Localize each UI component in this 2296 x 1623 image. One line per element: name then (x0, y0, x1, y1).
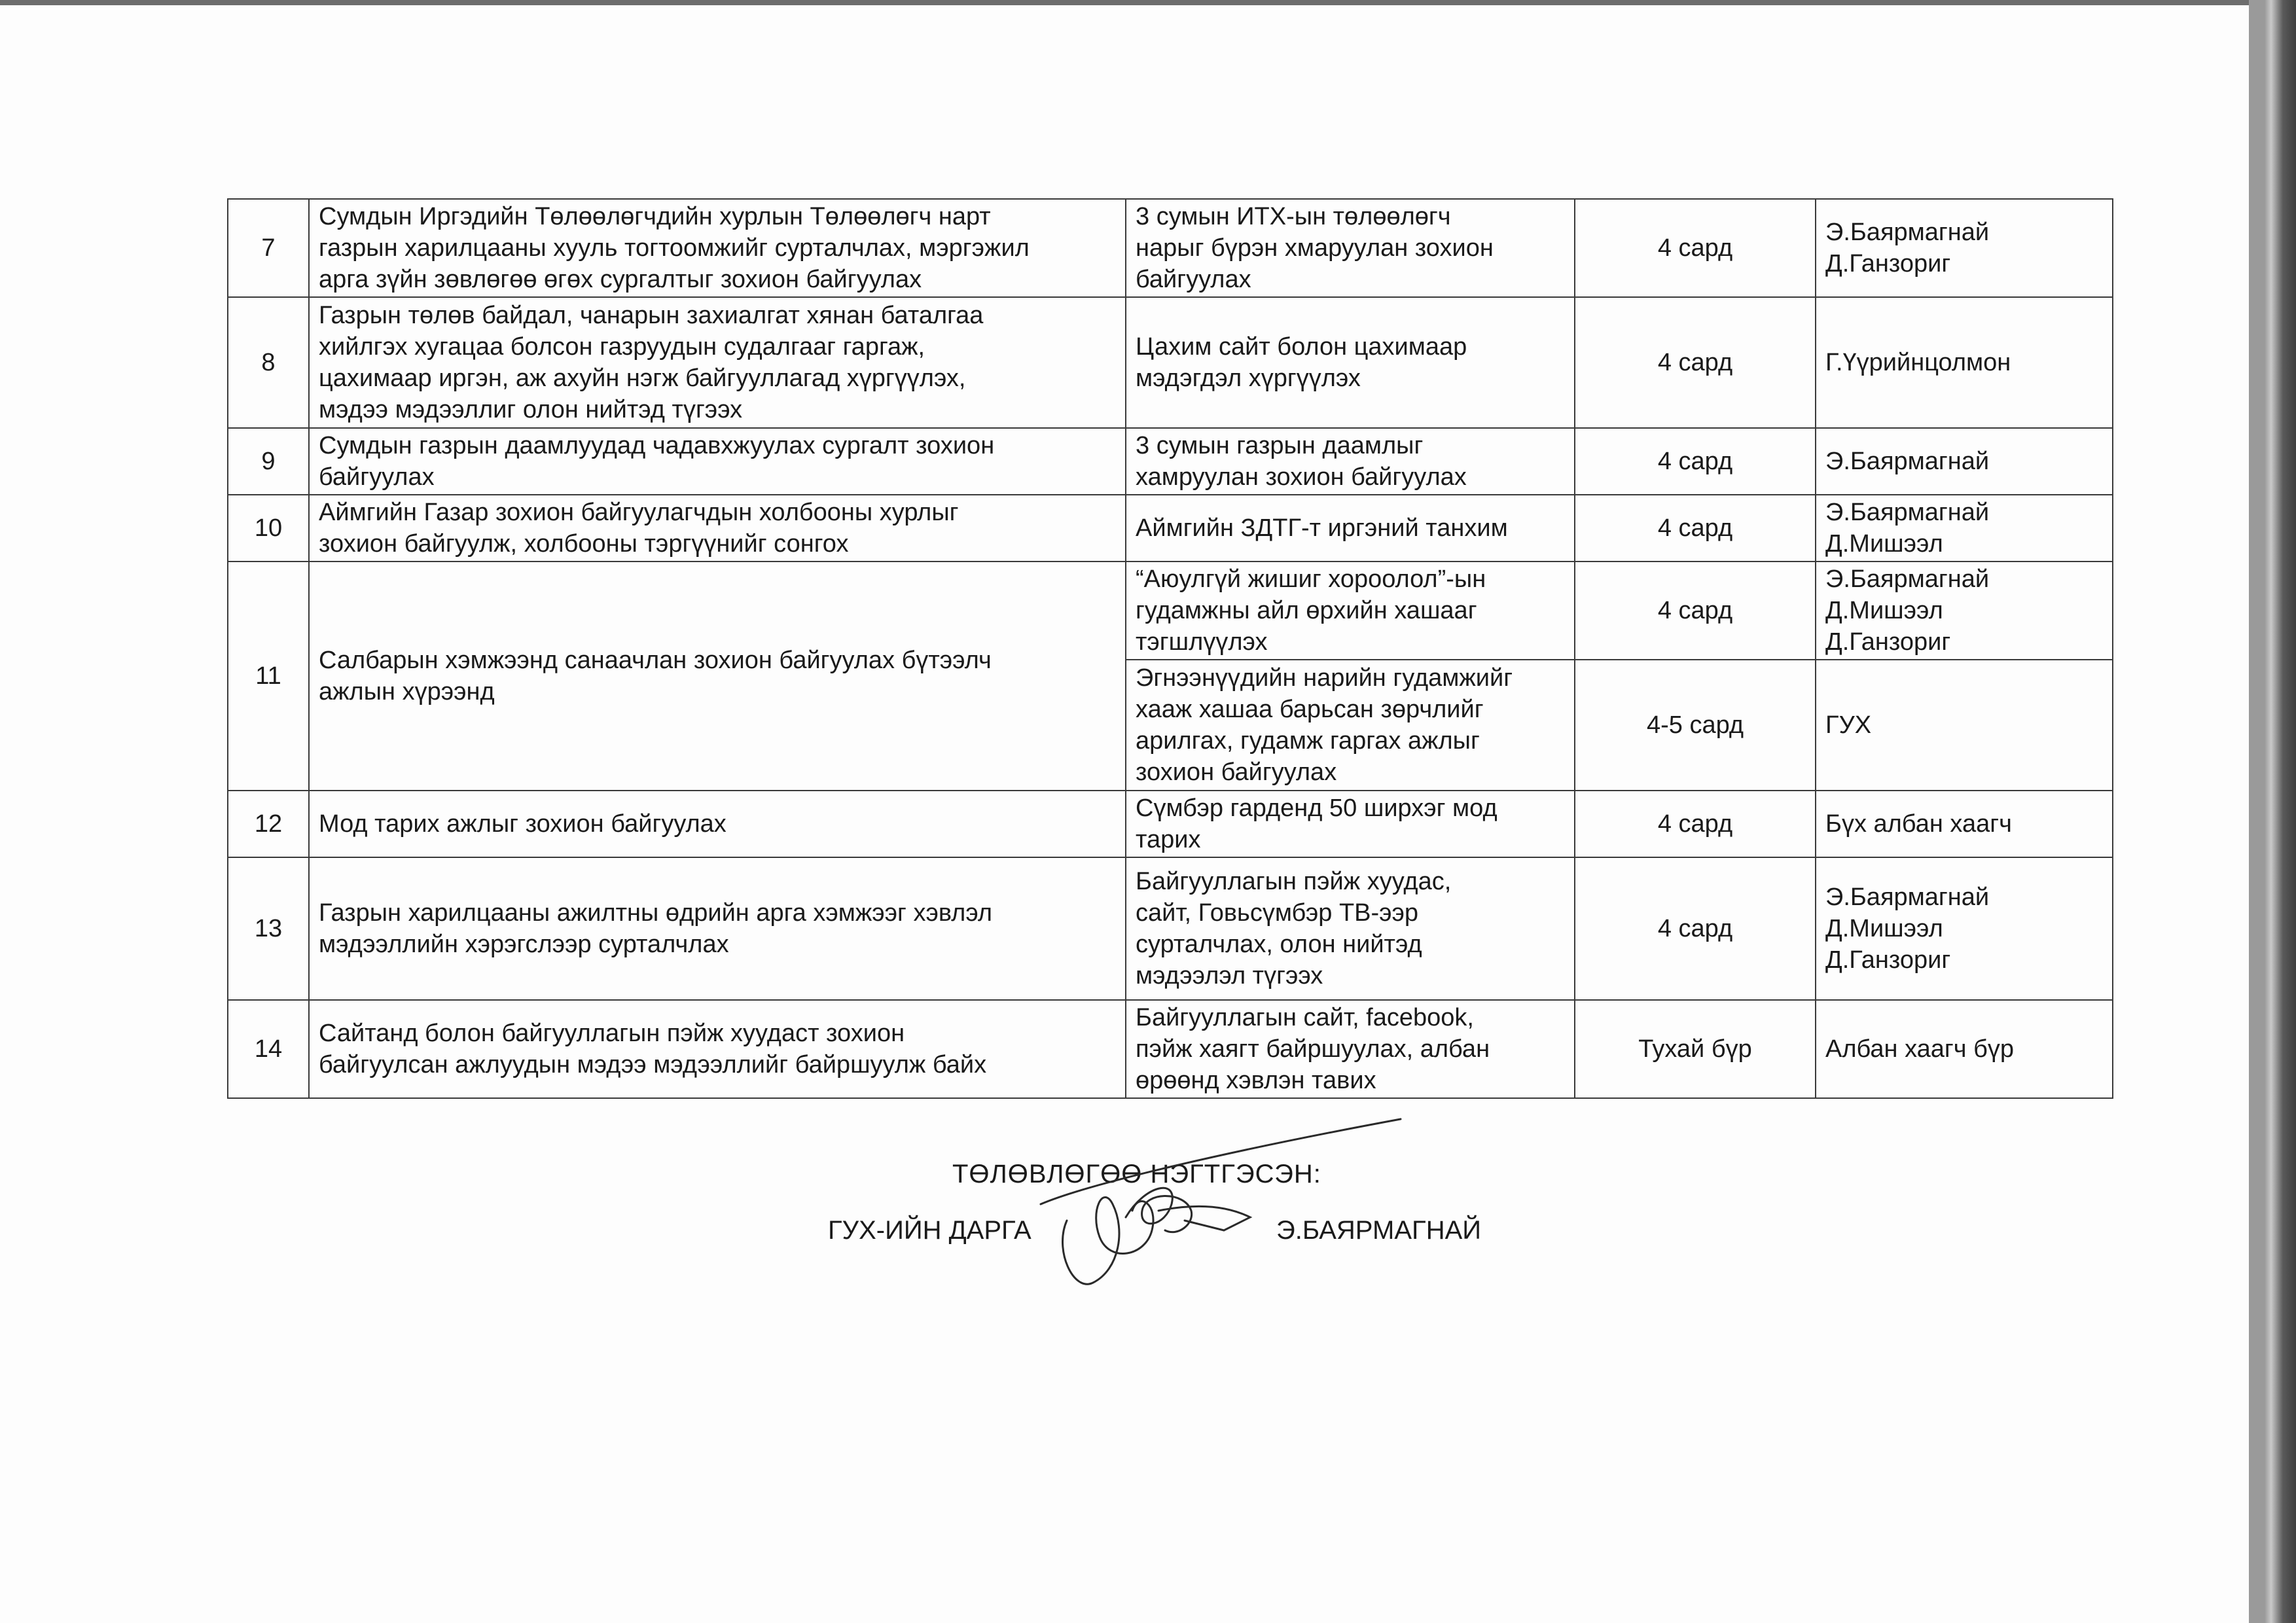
result-cell (1126, 428, 1575, 495)
timeframe-cell: 4 сард (1575, 428, 1816, 495)
cell-text-line: Аймгийн Газар зохион байгуулагчдын холбооны хурлыг (319, 499, 959, 526)
timeframe-cell: 4 сард (1575, 297, 1816, 428)
cell-text-line: Д.Ганзориг (1825, 946, 1951, 974)
table-row (228, 791, 2113, 857)
row-number: 9 (228, 428, 309, 495)
cell-text-line: Байгууллагын сайт, facebook, (1136, 1004, 1474, 1031)
plan-table-body (228, 199, 2113, 1098)
responsible-cell (1816, 562, 2113, 660)
cell-text-line: арга зүйн зөвлөгөө өгөх сургалтыг зохион байгуулах (319, 266, 922, 293)
cell-text-line: пэйж хаягт байршуулах, албан (1136, 1035, 1490, 1063)
cell-text-line: Д.Мишээл (1825, 597, 1943, 624)
cell-text-line: Э.Баярмагнай (1825, 499, 1990, 526)
cell-text-line: Аймгийн ЗДТГ-т иргэний танхим (1136, 514, 1508, 542)
cell-text-line: Газрын харилцааны ажилтны өдрийн арга хэмжээг хэвлэл (319, 899, 993, 927)
cell-text-line: Д.Ганзориг (1825, 628, 1951, 656)
table-row (228, 199, 2113, 297)
table-row (228, 857, 2113, 1000)
result-cell (1126, 562, 1575, 660)
cell-text-line: 3 сумын ИТХ-ын төлөөлөгч (1136, 203, 1451, 230)
responsible-cell (1816, 428, 2113, 495)
result-cell (1126, 297, 1575, 428)
row-number: 14 (228, 1000, 309, 1098)
cell-text-line: Салбарын хэмжээнд санаачлан зохион байгуулах бүтээлч (319, 647, 992, 674)
cell-text-line: тэгшлүүлэх (1136, 628, 1268, 656)
responsible-cell (1816, 199, 2113, 297)
cell-text-line: мэдээлэл түгээх (1136, 962, 1323, 990)
cell-text-line: ГУХ (1825, 711, 1872, 739)
timeframe-cell: 4 сард (1575, 562, 1816, 660)
cell-text-line: мэдэгдэл хүргүүлэх (1136, 365, 1361, 392)
cell-text-line: тарих (1136, 826, 1201, 853)
result-cell (1126, 791, 1575, 857)
row-number: 12 (228, 791, 309, 857)
cell-text-line: Д.Мишээл (1825, 915, 1943, 942)
timeframe-cell: 4 сард (1575, 199, 1816, 297)
cell-text-line: Албан хаагч бүр (1825, 1035, 2015, 1063)
cell-text-line: газрын харилцааны хууль тогтоомжийг сурталчлах, мэргэжил (319, 234, 1030, 262)
timeframe-cell: 4 сард (1575, 857, 1816, 1000)
row-number: 8 (228, 297, 309, 428)
table-row (228, 428, 2113, 495)
cell-text-line: ажлын хүрээнд (319, 678, 495, 705)
row-number: 7 (228, 199, 309, 297)
approval-heading: ТӨЛӨВЛӨГӨӨ НЭГТГЭСЭН: (952, 1160, 1321, 1188)
responsible-cell (1816, 1000, 2113, 1098)
cell-text-line: Эгнээнүүдийн нарийн гудамжийг (1136, 664, 1513, 692)
cell-text-line: Д.Мишээл (1825, 530, 1943, 558)
cell-text-line: Сумдын Иргэдийн Төлөөлөгчдийн хурлын Төлөөлөгч нарт (319, 203, 991, 230)
scan-edge-top (0, 0, 2296, 5)
cell-text-line: цахимаар иргэн, аж ахуйн нэгж байгууллагад хүргүүлэх, (319, 365, 966, 392)
cell-text-line: арилгах, гудамж гаргах ажлыг (1136, 727, 1480, 755)
result-cell (1126, 495, 1575, 562)
cell-text-line: Сүмбэр гарденд 50 ширхэг мод (1136, 794, 1498, 822)
table-row (228, 297, 2113, 428)
cell-text-line: байгуулах (319, 463, 435, 491)
cell-text-line: Газрын төлөв байдал, чанарын захиалгат хянан баталгаа (319, 302, 984, 329)
responsible-cell (1816, 297, 2113, 428)
cell-text-line: сайт, Говьсүмбэр ТВ-ээр (1136, 899, 1419, 927)
responsible-cell (1816, 495, 2113, 562)
timeframe-cell: 4 сард (1575, 791, 1816, 857)
cell-text-line: Э.Баярмагнай (1825, 565, 1990, 593)
cell-text-line: байгуулсан ажлуудын мэдээ мэдээллийг байршуулж байх (319, 1051, 987, 1079)
cell-text-line: хамруулан зохион байгуулах (1136, 463, 1467, 491)
cell-text-line: зохион байгуулах (1136, 758, 1337, 786)
activity-cell (309, 199, 1126, 297)
signer-role: ГУХ-ИЙН ДАРГА (828, 1216, 1031, 1245)
cell-text-line: сурталчлах, олон нийтэд (1136, 931, 1422, 958)
cell-text-line: мэдээ мэдээллиг олон нийтэд түгээх (319, 396, 743, 423)
cell-text-line: гудамжны айл өрхийн хашааг (1136, 597, 1477, 624)
table-row (228, 495, 2113, 562)
timeframe-cell: 4-5 сард (1575, 660, 1816, 791)
activity-cell (309, 495, 1126, 562)
cell-text-line: мэдээллийн хэрэгслээр сурталчлах (319, 931, 729, 958)
cell-text-line: байгуулах (1136, 266, 1251, 293)
cell-text-line: өрөөнд хэвлэн тавих (1136, 1067, 1376, 1094)
cell-text-line: хийлгэх хугацаа болсон газруудын судалгааг гаргаж, (319, 333, 925, 361)
cell-text-line: Д.Ганзориг (1825, 250, 1951, 277)
signer-name: Э.БАЯРМАГНАЙ (1276, 1216, 1482, 1245)
plan-table (227, 198, 2113, 1099)
cell-text-line: Мод тарих ажлыг зохион байгуулах (319, 810, 726, 838)
signature-mark (1028, 1106, 1420, 1296)
activity-cell (309, 562, 1126, 791)
row-number: 10 (228, 495, 309, 562)
cell-text-line: нарыг бүрэн хмаруулан зохион (1136, 234, 1494, 262)
cell-text-line: зохион байгуулж, холбооны тэргүүнийг сонгох (319, 530, 849, 558)
cell-text-line: Байгууллагын пэйж хуудас, (1136, 868, 1452, 895)
cell-text-line: Г.Үүрийнцолмон (1825, 349, 2011, 376)
cell-text-line: Э.Баярмагнай (1825, 883, 1990, 911)
table-row (228, 562, 2113, 660)
result-cell (1126, 1000, 1575, 1098)
activity-cell (309, 791, 1126, 857)
cell-text-line: Бүх албан хаагч (1825, 810, 2012, 838)
cell-text-line: Цахим сайт болон цахимаар (1136, 333, 1467, 361)
cell-text-line: хааж хашаа барьсан зөрчлийг (1136, 696, 1484, 723)
responsible-cell (1816, 791, 2113, 857)
scan-edge-right (2249, 0, 2296, 1623)
activity-cell (309, 297, 1126, 428)
timeframe-cell: 4 сард (1575, 495, 1816, 562)
result-cell (1126, 660, 1575, 791)
cell-text-line: Э.Баярмагнай (1825, 448, 1990, 475)
cell-text-line: Сумдын газрын даамлуудад чадавхжуулах сургалт зохион (319, 432, 995, 459)
timeframe-cell: Тухай бүр (1575, 1000, 1816, 1098)
row-number: 13 (228, 857, 309, 1000)
result-cell (1126, 857, 1575, 1000)
cell-text-line: 3 сумын газрын даамлыг (1136, 432, 1424, 459)
result-cell (1126, 199, 1575, 297)
activity-cell (309, 1000, 1126, 1098)
row-number: 11 (228, 562, 309, 791)
activity-cell (309, 428, 1126, 495)
cell-text-line: Э.Баярмагнай (1825, 219, 1990, 246)
table-row (228, 1000, 2113, 1098)
cell-text-line: “Аюулгүй жишиг хороолол”-ын (1136, 565, 1486, 593)
activity-cell (309, 857, 1126, 1000)
responsible-cell (1816, 857, 2113, 1000)
responsible-cell (1816, 660, 2113, 791)
cell-text-line: Сайтанд болон байгууллагын пэйж хуудаст зохион (319, 1020, 905, 1047)
